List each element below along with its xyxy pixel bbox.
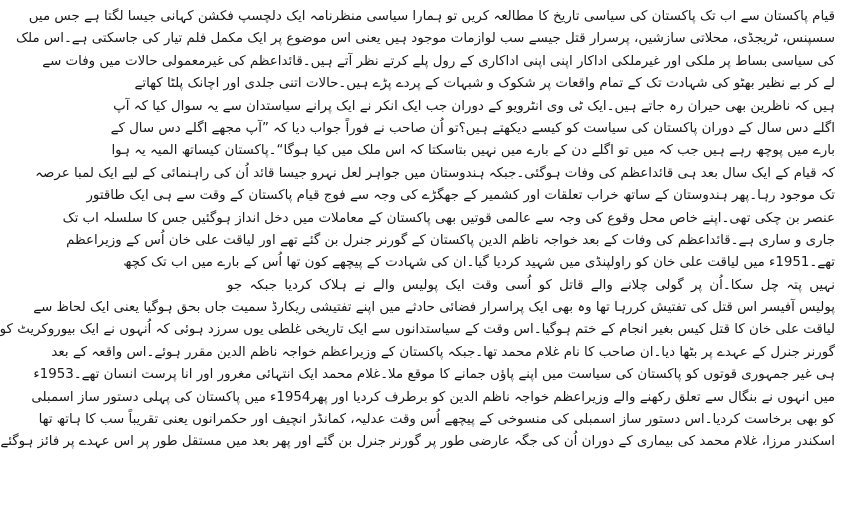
article-line: ہیں کہ ناظرین بھی حیران رہ جاتے ہیں۔ایک ٹی وی انٹرویو کے دوران جب ایک انکر نے ایک پرانے سیاستدان سے یہ سوال کیا کہ آپ: [113, 98, 835, 114]
article-line: میں انہوں نے بنگال سے تعلق رکھنے والے وزیراعظم خواجہ ناظم الدین کو برطرف کردیا اور پھر1954ء میں پاکستان کی پہلی دستور ساز اسمبلی: [31, 389, 835, 405]
article-line: قیام پاکستان سے اب تک پاکستان کی سیاسی تاریخ کا مطالعہ کریں تو ہمارا سیاسی منظرنامہ ایک دلچسپ فکشن کہانی جیسا لگتا ہے جس میں: [28, 9, 835, 24]
article-line: سسپنس، ٹریجڈی، محلاتی سازشیں، پرسرار قتل جیسے سب لوازمات موجود ہیں یعنی اس موضوع پر ایک مکمل فلم تیار کی جاسکتی ہے۔اس ملک: [16, 31, 835, 47]
article-line: لے کر بے نظیر بھٹو کی شہادت تک کے تمام واقعات پر شکوک و شبہات کے پردے پڑے ہیں۔حالات اتنی جلدی اور اچانک پلٹا کھاتے: [134, 76, 835, 92]
article-line: کہ قیام کے ایک سال بعد ہی قائداعظم کی وفات ہوگئی۔جبکہ ہندوستان میں جواہر لعل نہرو جیسا قائد اُن کی راہنمائی کے لیے ایک لمبا عرصہ: [35, 165, 835, 181]
article-line: کی سیاسی بساط پر ملکی اور غیرملکی اداکار اپنی اپنی اداکاری کے رول پلے کرتے نظر آتے ہیں۔قائداعظم کی غیرمعمولی حالات میں وفات سے: [42, 53, 835, 69]
article-line: گورنر جنرل کے عہدے پر بٹھا دیا۔ان صاحب کا نام غلام محمد تھا۔جبکہ پاکستان کے وزیراعظم خواجہ ناظم الدین مقرر ہوئے۔اس واقعہ کے بعد: [51, 344, 835, 360]
article-line: اسکندر مرزا، غلام محمد کی بیماری کے دوران اُن کی جگہ عارضی طور پر گورنر جنرل بن گئے اور پھر بعد میں مستقل طور پر اس عہدے پر فائز ہوگئے: [0, 434, 835, 450]
article-line: نہیں پتہ چل سکا۔اُن پر گولی چلانے والے قاتل کو اُسی وقت ایک پولیس والے نے ہلاک کردیا جبکہ جو: [227, 277, 835, 293]
article-line: تک موجود رہا۔پھر ہندوستان کے ساتھ خراب تعلقات اور کشمیر کے جھگڑے کی وجہ سے فوج قیام پاکستان کے وقت سے ہی ایک طاقتور: [86, 188, 835, 204]
article-line: ہی غیر جمہوری قوتوں کو پاکستان کی سیاست میں اپنے پاؤں جمانے کا موقع ملا۔غلام محمد ایک انتہائی مغرور اور انا پرست انسان تھے۔1953ء: [33, 367, 835, 383]
article-line: لیاقت علی خان کا قتل کیس بغیر انجام کے ختم ہوگیا۔اس وقت کے سیاستدانوں سے ایک تاریخی غلطی یوں سرزد ہوئی کہ اُنہوں نے ایک بیوروکریٹ کو: [0, 322, 835, 338]
article-line: جاری و ساری ہے۔قائداعظم کی وفات کے بعد خواجہ ناظم الدین پاکستان کے گورنر جنرل بن گئے تھے اور لیاقت علی خان اُس کے وزیراعظم: [66, 232, 835, 248]
article-body: [0, 6, 835, 454]
article-line: تھے۔1951ء میں لیاقت علی خان کو راولپنڈی میں شہید کردیا گیا۔ان کی شہادت کے پیچھے کون تھا اُس کے بارے میں اب تک کچھ: [123, 255, 835, 271]
article-line: اگلے دس سال کے دوران پاکستان کی سیاست کو کیسے دیکھتے ہیں؟تو اُن صاحب نے فوراً جواب دیا کہ ”آپ مجھے اگلے دس سال کے: [110, 120, 835, 136]
article-line: پولیس آفیسر اس قتل کی تفتیش کررہا تھا وہ بھی ایک پراسرار فضائی حادثے میں اپنے تفتیشی ریکارڈ سمیت جاں بحق ہوگیا یعنی ایک لحاظ سے: [33, 300, 835, 316]
article-line: عنصر بن چکی تھی۔اپنے خاص محل وقوع کی وجہ سے عالمی قوتیں بھی پاکستان کے معاملات میں دخل انداز ہوگئیں جس کا سلسلہ اب تک: [62, 210, 835, 226]
article-line: کو بھی برخاست کردیا۔اس دستور ساز اسمبلی کی منسوخی کے پیچھے اُس وقت عدلیہ، کمانڈر انچیف اور حکمرانوں یعنی تقریباً سب کا ہاتھ تھا: [38, 412, 835, 428]
article-line: بارے میں پوچھ رہے ہیں جب کہ میں تو اگلے دن کے بارے میں نہیں بتاسکتا کہ اس ملک میں کیا ہوگا“۔پاکستان کیساتھ المیہ یہ ہوا: [111, 143, 835, 159]
